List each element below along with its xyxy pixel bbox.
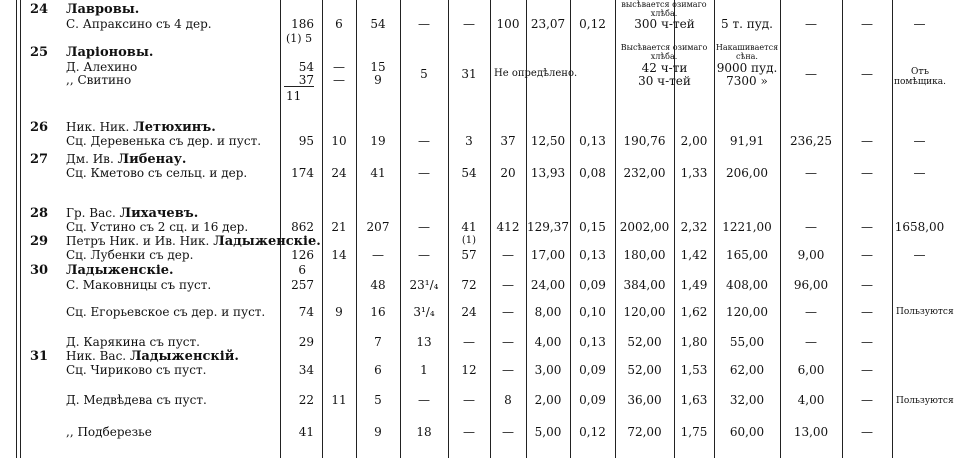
cell: 412 — [496, 220, 520, 234]
cell: 72 — [461, 278, 477, 292]
cell: 23,07 — [530, 17, 566, 31]
cell: — — [418, 17, 430, 31]
cell: 18 — [416, 425, 432, 439]
cell: 1,49 — [680, 278, 708, 292]
cell: 41 — [370, 166, 386, 180]
cell: 0,09 — [579, 363, 606, 377]
cell: — — [861, 305, 873, 319]
cell: 9000 пуд. — [716, 61, 778, 75]
cell: — — [861, 67, 873, 81]
cell: 52,00 — [627, 363, 662, 377]
cell-note: Высѣвается озимаго хлѣба. — [620, 43, 708, 61]
estate-name: С. Апраксино съ 4 дер. — [66, 17, 212, 31]
cell: 232,00 — [623, 166, 666, 180]
cell: 5 — [420, 67, 428, 81]
cell: — — [861, 17, 873, 31]
family-name: Ларіоновы. — [66, 45, 154, 60]
cell: 72,00 — [627, 425, 662, 439]
cell: 4,00 — [797, 393, 825, 407]
cell: 1658,00 — [894, 220, 945, 234]
cell: — — [463, 393, 475, 407]
cell: 54 — [370, 17, 386, 31]
cell: 190,76 — [623, 134, 666, 148]
cell: 862 — [291, 220, 314, 234]
family-name: Лавровы. — [66, 2, 140, 17]
cell: — — [861, 393, 873, 407]
owner-name — [66, 207, 198, 220]
cell: 12 — [461, 363, 477, 377]
cell: — — [861, 220, 873, 234]
family-name: Ладыженскій. — [129, 349, 239, 364]
family-name: Лихачевъ. — [119, 206, 199, 221]
cell: 1,33 — [680, 166, 708, 180]
owner-initials: Ник. Ник. — [66, 120, 130, 134]
estate-name: Сц. Чириково съ пуст. — [66, 363, 207, 377]
owner-name — [66, 121, 216, 134]
owner-name — [66, 350, 239, 363]
cell: 0,09 — [579, 278, 606, 292]
column-rule — [280, 0, 281, 458]
estate-name: Сц. Деревенька съ дер. и пуст. — [66, 134, 262, 148]
cell: 1,63 — [680, 393, 708, 407]
cell: — — [333, 60, 345, 74]
cell: — — [913, 248, 926, 262]
cell: 2,32 — [680, 220, 708, 234]
cell: — — [861, 166, 873, 180]
cell: 207 — [366, 220, 390, 234]
cell: 1,75 — [680, 425, 708, 439]
cell: 3 — [465, 134, 473, 148]
cell: 37 — [298, 73, 314, 87]
estate-name: ,, Свитино — [66, 73, 132, 87]
cell: — — [333, 73, 345, 87]
cell: 9 — [335, 305, 343, 319]
cell: — — [805, 335, 817, 349]
cell: — — [502, 425, 514, 439]
cell: 384,00 — [623, 278, 666, 292]
owner-name — [66, 235, 321, 248]
cell: — — [861, 134, 873, 148]
cell: 7 — [374, 335, 382, 349]
cell: 0,13 — [579, 335, 606, 349]
cell: 5,00 — [534, 425, 562, 439]
cell: 257 — [291, 278, 314, 292]
cell: — — [861, 248, 873, 262]
cell: 9 — [374, 425, 382, 439]
cell: — — [805, 17, 817, 31]
cell: 23¹/₄ — [409, 278, 439, 292]
cell: — — [418, 166, 430, 180]
cell: — — [861, 425, 873, 439]
estate-name: Д. Алехино — [66, 60, 138, 74]
cell: 9,00 — [797, 248, 825, 262]
cell: 174 — [291, 166, 314, 180]
cell-note: Пользуются — [896, 396, 954, 406]
cell: 11 — [331, 393, 347, 407]
cell: 3,00 — [534, 363, 562, 377]
cell: — — [913, 134, 926, 148]
cell: — — [418, 248, 430, 262]
cell: 6 — [374, 363, 382, 377]
row-number: 29 — [30, 234, 49, 249]
cell: 42 ч-ти — [641, 61, 688, 75]
owner-initials: Петръ Ник. и Ив. Ник. — [66, 234, 210, 248]
owner-initials: Гр. Вас. — [66, 206, 116, 220]
cell: — — [913, 166, 926, 180]
cell: 8,00 — [534, 305, 562, 319]
family-name: Летюхинъ. — [133, 120, 216, 135]
cell: 54 — [298, 60, 314, 74]
cell: 48 — [370, 278, 386, 292]
row-number: 25 — [30, 45, 49, 60]
cell: 408,00 — [726, 278, 768, 292]
estate-name: Д. Медвѣдева съ пуст. — [66, 393, 207, 407]
estate-name: С. Маковницы съ пуст. — [66, 278, 212, 292]
row-number: 28 — [30, 206, 49, 221]
owner-name — [66, 153, 186, 166]
cell: 180,00 — [623, 248, 666, 262]
cell: — — [805, 166, 817, 180]
cell: — — [861, 278, 873, 292]
cell: — — [418, 220, 430, 234]
cell-note: высѣвается озимаго хлѣба. — [621, 0, 707, 18]
row-number: 26 — [30, 120, 49, 135]
estate-name: Сц. Кметово съ сельц. и дер. — [66, 166, 248, 180]
cell: 2002,00 — [619, 220, 670, 234]
cell: 16 — [370, 305, 386, 319]
cell: — — [418, 393, 430, 407]
estate-name: Сц. Устино съ 2 сц. и 16 дер. — [66, 220, 249, 234]
cell: 54 — [461, 166, 477, 180]
cell: 19 — [370, 134, 386, 148]
cell-total: 11 — [286, 89, 302, 103]
cell: 0,10 — [579, 305, 606, 319]
cell: — — [805, 305, 817, 319]
cell: 0,09 — [579, 393, 606, 407]
estate-name: ,, Подберезье — [66, 425, 152, 439]
cell: — — [502, 278, 514, 292]
cell: 126 — [291, 248, 314, 262]
cell: 3¹/₄ — [413, 305, 435, 319]
cell: 2,00 — [680, 134, 708, 148]
cell: 1,42 — [680, 248, 708, 262]
cell: 55,00 — [729, 335, 765, 349]
cell: — — [463, 17, 475, 31]
owner-initials: Дм. Ив. — [66, 152, 114, 166]
cell: 41 — [461, 220, 477, 234]
cell: 100 — [496, 17, 520, 31]
cell: 165,00 — [726, 248, 768, 262]
cell: 0,08 — [579, 166, 606, 180]
cell: 0,12 — [579, 425, 606, 439]
cell: 206,00 — [726, 166, 768, 180]
cell: 12,50 — [530, 134, 566, 148]
cell: — — [805, 67, 817, 81]
cell: — — [913, 17, 926, 31]
estate-name: Д. Карякина съ пуст. — [66, 335, 200, 349]
cell: 6 — [298, 263, 306, 277]
cell: 62,00 — [729, 363, 765, 377]
cell: 15 — [370, 60, 386, 74]
row-number: 27 — [30, 152, 49, 167]
cell: — — [463, 335, 475, 349]
cell: 34 — [298, 363, 314, 377]
cell: 96,00 — [793, 278, 829, 292]
cell: 20 — [500, 166, 516, 180]
cell: 6,00 — [797, 363, 825, 377]
cell: 5 т. пуд. — [721, 17, 773, 31]
cell: 91,91 — [729, 134, 765, 148]
cell: 7300 » — [726, 74, 768, 88]
cell: 24 — [331, 166, 347, 180]
cell-note: Отъ помѣщика. — [893, 67, 947, 87]
cell: — — [805, 220, 817, 234]
cell: 0,12 — [579, 17, 606, 31]
cell: 21 — [331, 220, 347, 234]
cell: 0,13 — [579, 134, 606, 148]
cell-note: Пользуются — [896, 307, 954, 317]
table-border-left — [16, 0, 21, 458]
row-number: 30 — [30, 263, 49, 278]
cell: 32,00 — [729, 393, 765, 407]
cell: 1,80 — [680, 335, 708, 349]
cell: 24 — [461, 305, 477, 319]
cell: 74 — [298, 305, 314, 319]
family-name: Ладыженскіе. — [66, 263, 174, 278]
cell: 129,37 — [527, 220, 569, 234]
cell: 24,00 — [530, 278, 566, 292]
cell-footnote: (1) 5 — [286, 32, 313, 45]
row-number: 24 — [30, 2, 49, 17]
cell: 8 — [504, 393, 512, 407]
cell: 5 — [374, 393, 382, 407]
estate-name: Сц. Егорьевское съ дер. и пуст. — [66, 305, 266, 319]
cell: 1,62 — [680, 305, 708, 319]
cell: 95 — [298, 134, 314, 148]
cell: 31 — [461, 67, 477, 81]
cell: 120,00 — [623, 305, 666, 319]
cell: 186 — [291, 17, 314, 31]
cell: 22 — [298, 393, 314, 407]
cell: 1,53 — [680, 363, 708, 377]
cell: — — [418, 134, 430, 148]
cell: 52,00 — [627, 335, 662, 349]
cell: — — [502, 305, 514, 319]
cell: 13,00 — [793, 425, 829, 439]
cell: 1221,00 — [722, 220, 772, 234]
family-name: Либенау. — [117, 152, 187, 167]
cell: 9 — [374, 73, 382, 87]
cell: 41 — [298, 425, 314, 439]
cell: — — [502, 248, 514, 262]
cell-note: Накашивается сѣна. — [715, 43, 779, 61]
estate-name: Сц. Лубенки съ дер. — [66, 248, 194, 262]
cell: 29 — [298, 335, 314, 349]
cell: 17,00 — [530, 248, 566, 262]
cell: 300 ч-тей — [634, 17, 695, 31]
cell: — — [502, 335, 514, 349]
family-name: Ладыженскіе. — [213, 234, 321, 249]
cell: 37 — [500, 134, 516, 148]
cell: 60,00 — [729, 425, 765, 439]
cell: 0,13 — [579, 248, 606, 262]
cell-note: Не опредѣлено. — [494, 68, 578, 79]
cell: 13,93 — [530, 166, 566, 180]
cell: — — [463, 425, 475, 439]
cell: 13 — [416, 335, 432, 349]
cell: 236,25 — [790, 134, 832, 148]
cell: 30 ч-тей — [638, 74, 691, 88]
cell: 6 — [335, 17, 343, 31]
cell: 120,00 — [726, 305, 768, 319]
cell: 36,00 — [627, 393, 662, 407]
cell: — — [861, 363, 873, 377]
cell: — — [372, 248, 384, 262]
cell: 0,15 — [579, 220, 606, 234]
row-number: 31 — [30, 349, 49, 364]
cell: 4,00 — [534, 335, 562, 349]
cell: — — [502, 363, 514, 377]
owner-initials: Ник. Вас. — [66, 349, 127, 363]
cell: 2,00 — [534, 393, 562, 407]
cell: 57 — [461, 248, 477, 262]
cell: 14 — [331, 248, 347, 262]
cell: 10 — [331, 134, 347, 148]
cell-footnote: (1) — [461, 235, 477, 246]
cell: — — [861, 335, 873, 349]
cell: 1 — [420, 363, 428, 377]
